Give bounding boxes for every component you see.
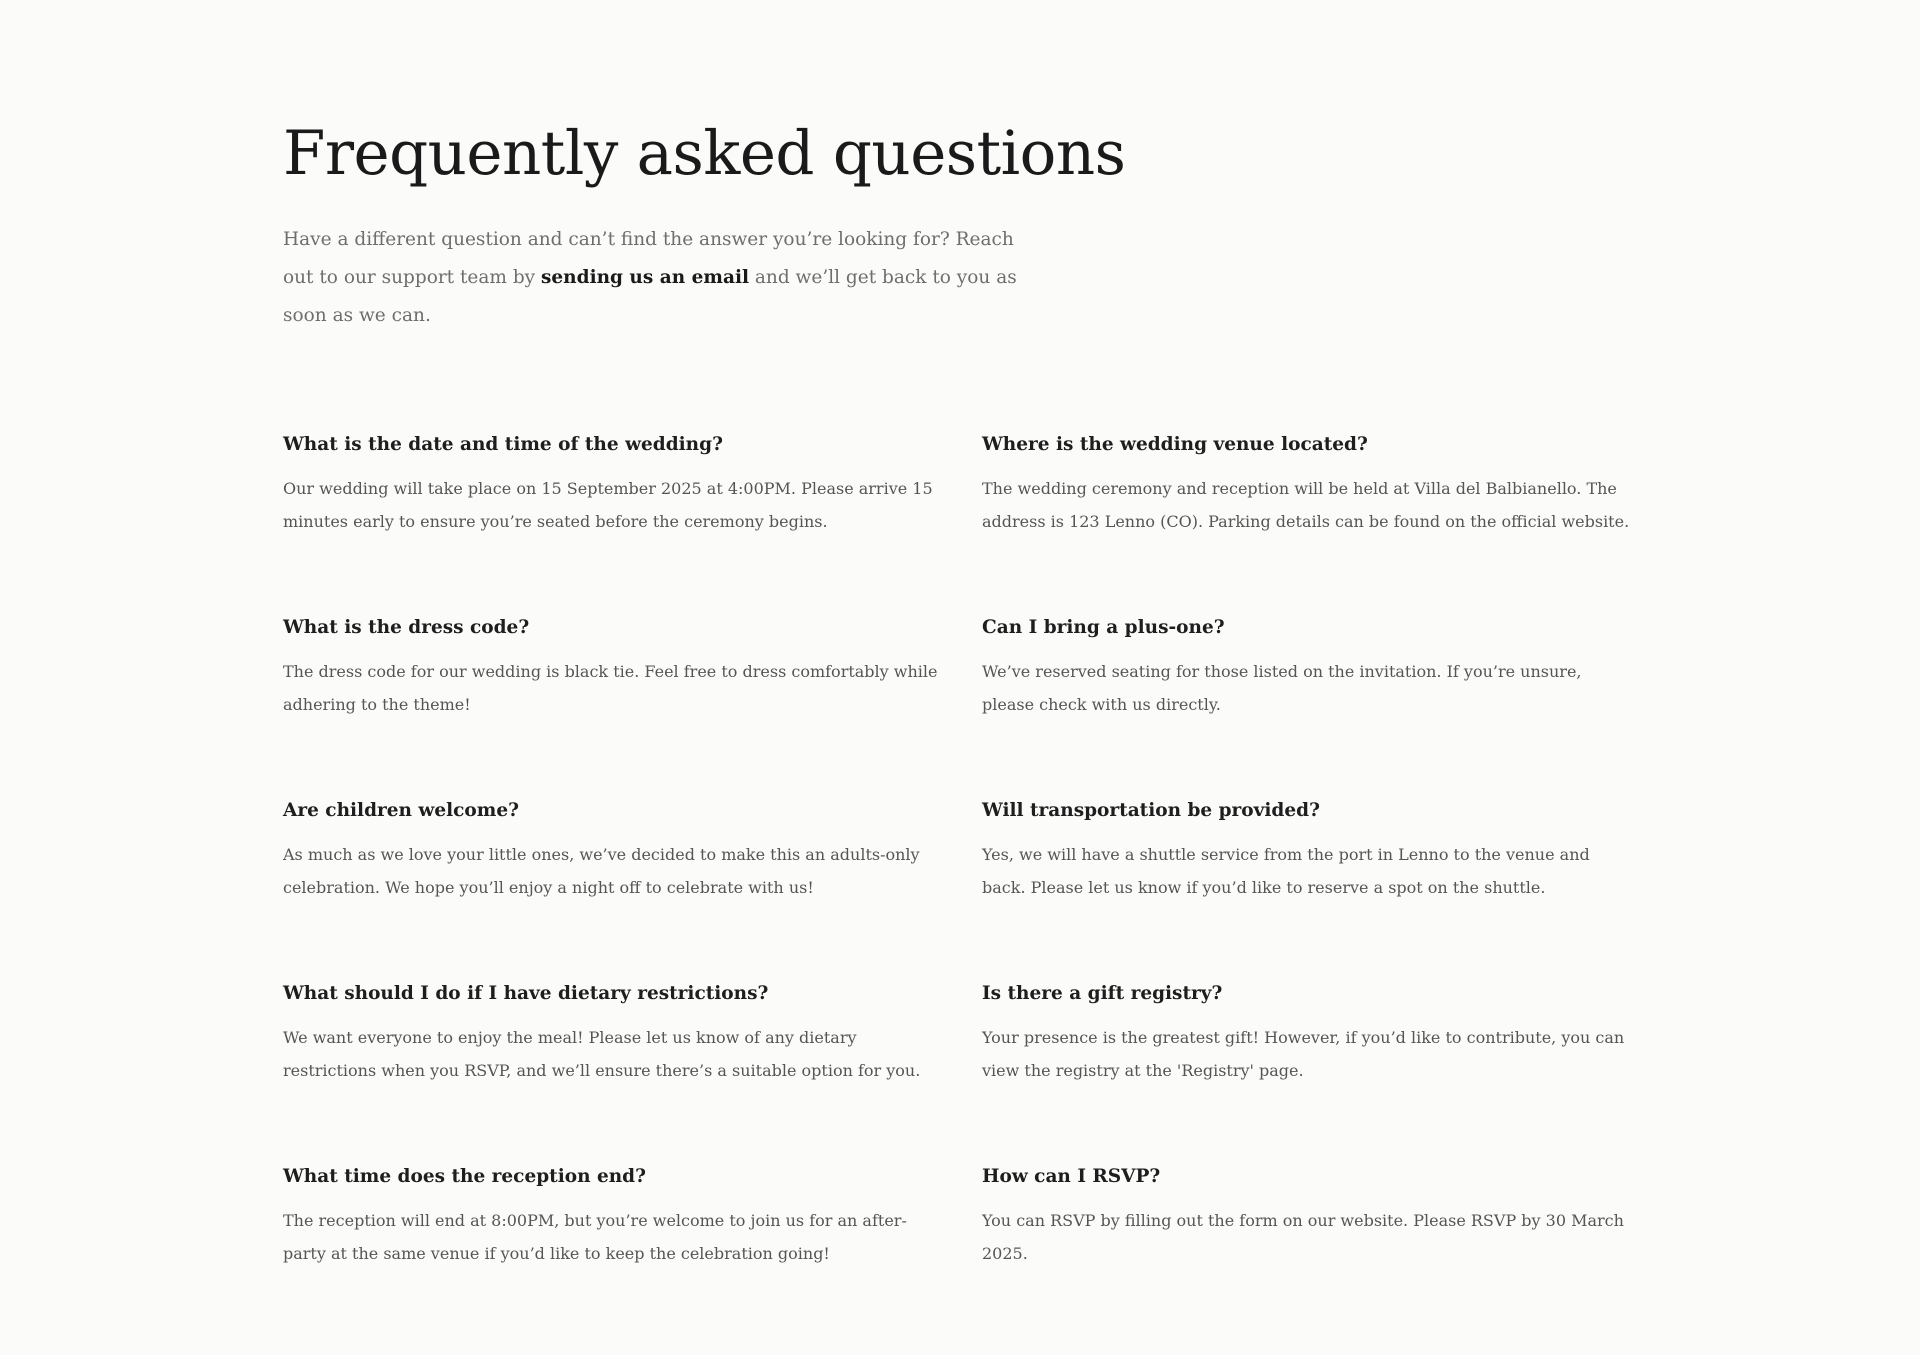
faq-section [283, 118, 1637, 1347]
faq-answer: Your presence is the greatest gift! However, if you’d like to contribute, you can view the registry at the 'Registry' page. [982, 1028, 1625, 1081]
faq-answer: You can RSVP by filling out the form on our website. Please RSVP by 30 March 2025. [982, 1211, 1624, 1264]
page-title: Frequently asked questions [283, 118, 1126, 189]
faq-item-rsvp [982, 1164, 1644, 1347]
faq-answer: The wedding ceremony and reception will be held at Villa del Balbianello. The address is 123 Lenno (CO). Parking details can be found on the official website. [982, 479, 1630, 532]
faq-item-children [283, 798, 948, 981]
faq-grid [283, 432, 1637, 1347]
faq-header [283, 118, 1637, 335]
faq-answer: Our wedding will take place on 15 September 2025 at 4:00PM. Please arrive 15 minutes early to ensure you’re seated before the ceremony begins. [283, 479, 933, 532]
faq-item-dress-code [283, 615, 948, 798]
faq-answer: We want everyone to enjoy the meal! Please let us know of any dietary restrictions when you RSVP, and we’ll ensure there’s a suitable option for you. [283, 1028, 921, 1081]
intro-text-after: and we’ll get back to you as soon as we can. [283, 267, 1017, 327]
faq-question: Is there a gift registry? [982, 983, 1223, 1005]
faq-item-plus-one [982, 615, 1644, 798]
faq-question: What should I do if I have dietary restrictions? [283, 983, 769, 1005]
intro-text [283, 221, 1023, 335]
faq-answer: As much as we love your little ones, we’ve decided to make this an adults-only celebration. We hope you’ll enjoy a night off to celebrate with us! [283, 845, 920, 898]
faq-question: What is the date and time of the wedding? [283, 434, 723, 456]
faq-question: Can I bring a plus-one? [982, 617, 1225, 639]
faq-question: Are children welcome? [283, 800, 519, 822]
faq-answer: The dress code for our wedding is black tie. Feel free to dress comfortably while adhering to the theme! [283, 662, 938, 715]
faq-item-venue-location [982, 432, 1644, 615]
faq-item-reception-end [283, 1164, 948, 1347]
faq-question: How can I RSVP? [982, 1166, 1161, 1188]
faq-question: What is the dress code? [283, 617, 530, 639]
faq-question: Where is the wedding venue located? [982, 434, 1368, 456]
faq-answer: The reception will end at 8:00PM, but you’re welcome to join us for an after-party at the same venue if you’d like to keep the celebration going! [283, 1211, 907, 1264]
faq-item-gift-registry [982, 981, 1644, 1164]
email-link[interactable]: sending us an email [541, 267, 749, 289]
faq-item-transportation [982, 798, 1644, 981]
faq-answer: We’ve reserved seating for those listed on the invitation. If you’re unsure, please check with us directly. [982, 662, 1582, 715]
faq-item-wedding-date-time [283, 432, 948, 615]
faq-question: Will transportation be provided? [982, 800, 1320, 822]
intro-text-before: Have a different question and can’t find the answer you’re looking for? Reach out to our support team by [283, 229, 1014, 289]
faq-answer: Yes, we will have a shuttle service from the port in Lenno to the venue and back. Please let us know if you’d like to reserve a spot on the shuttle. [982, 845, 1590, 898]
faq-item-dietary-restrictions [283, 981, 948, 1164]
faq-question: What time does the reception end? [283, 1166, 646, 1188]
